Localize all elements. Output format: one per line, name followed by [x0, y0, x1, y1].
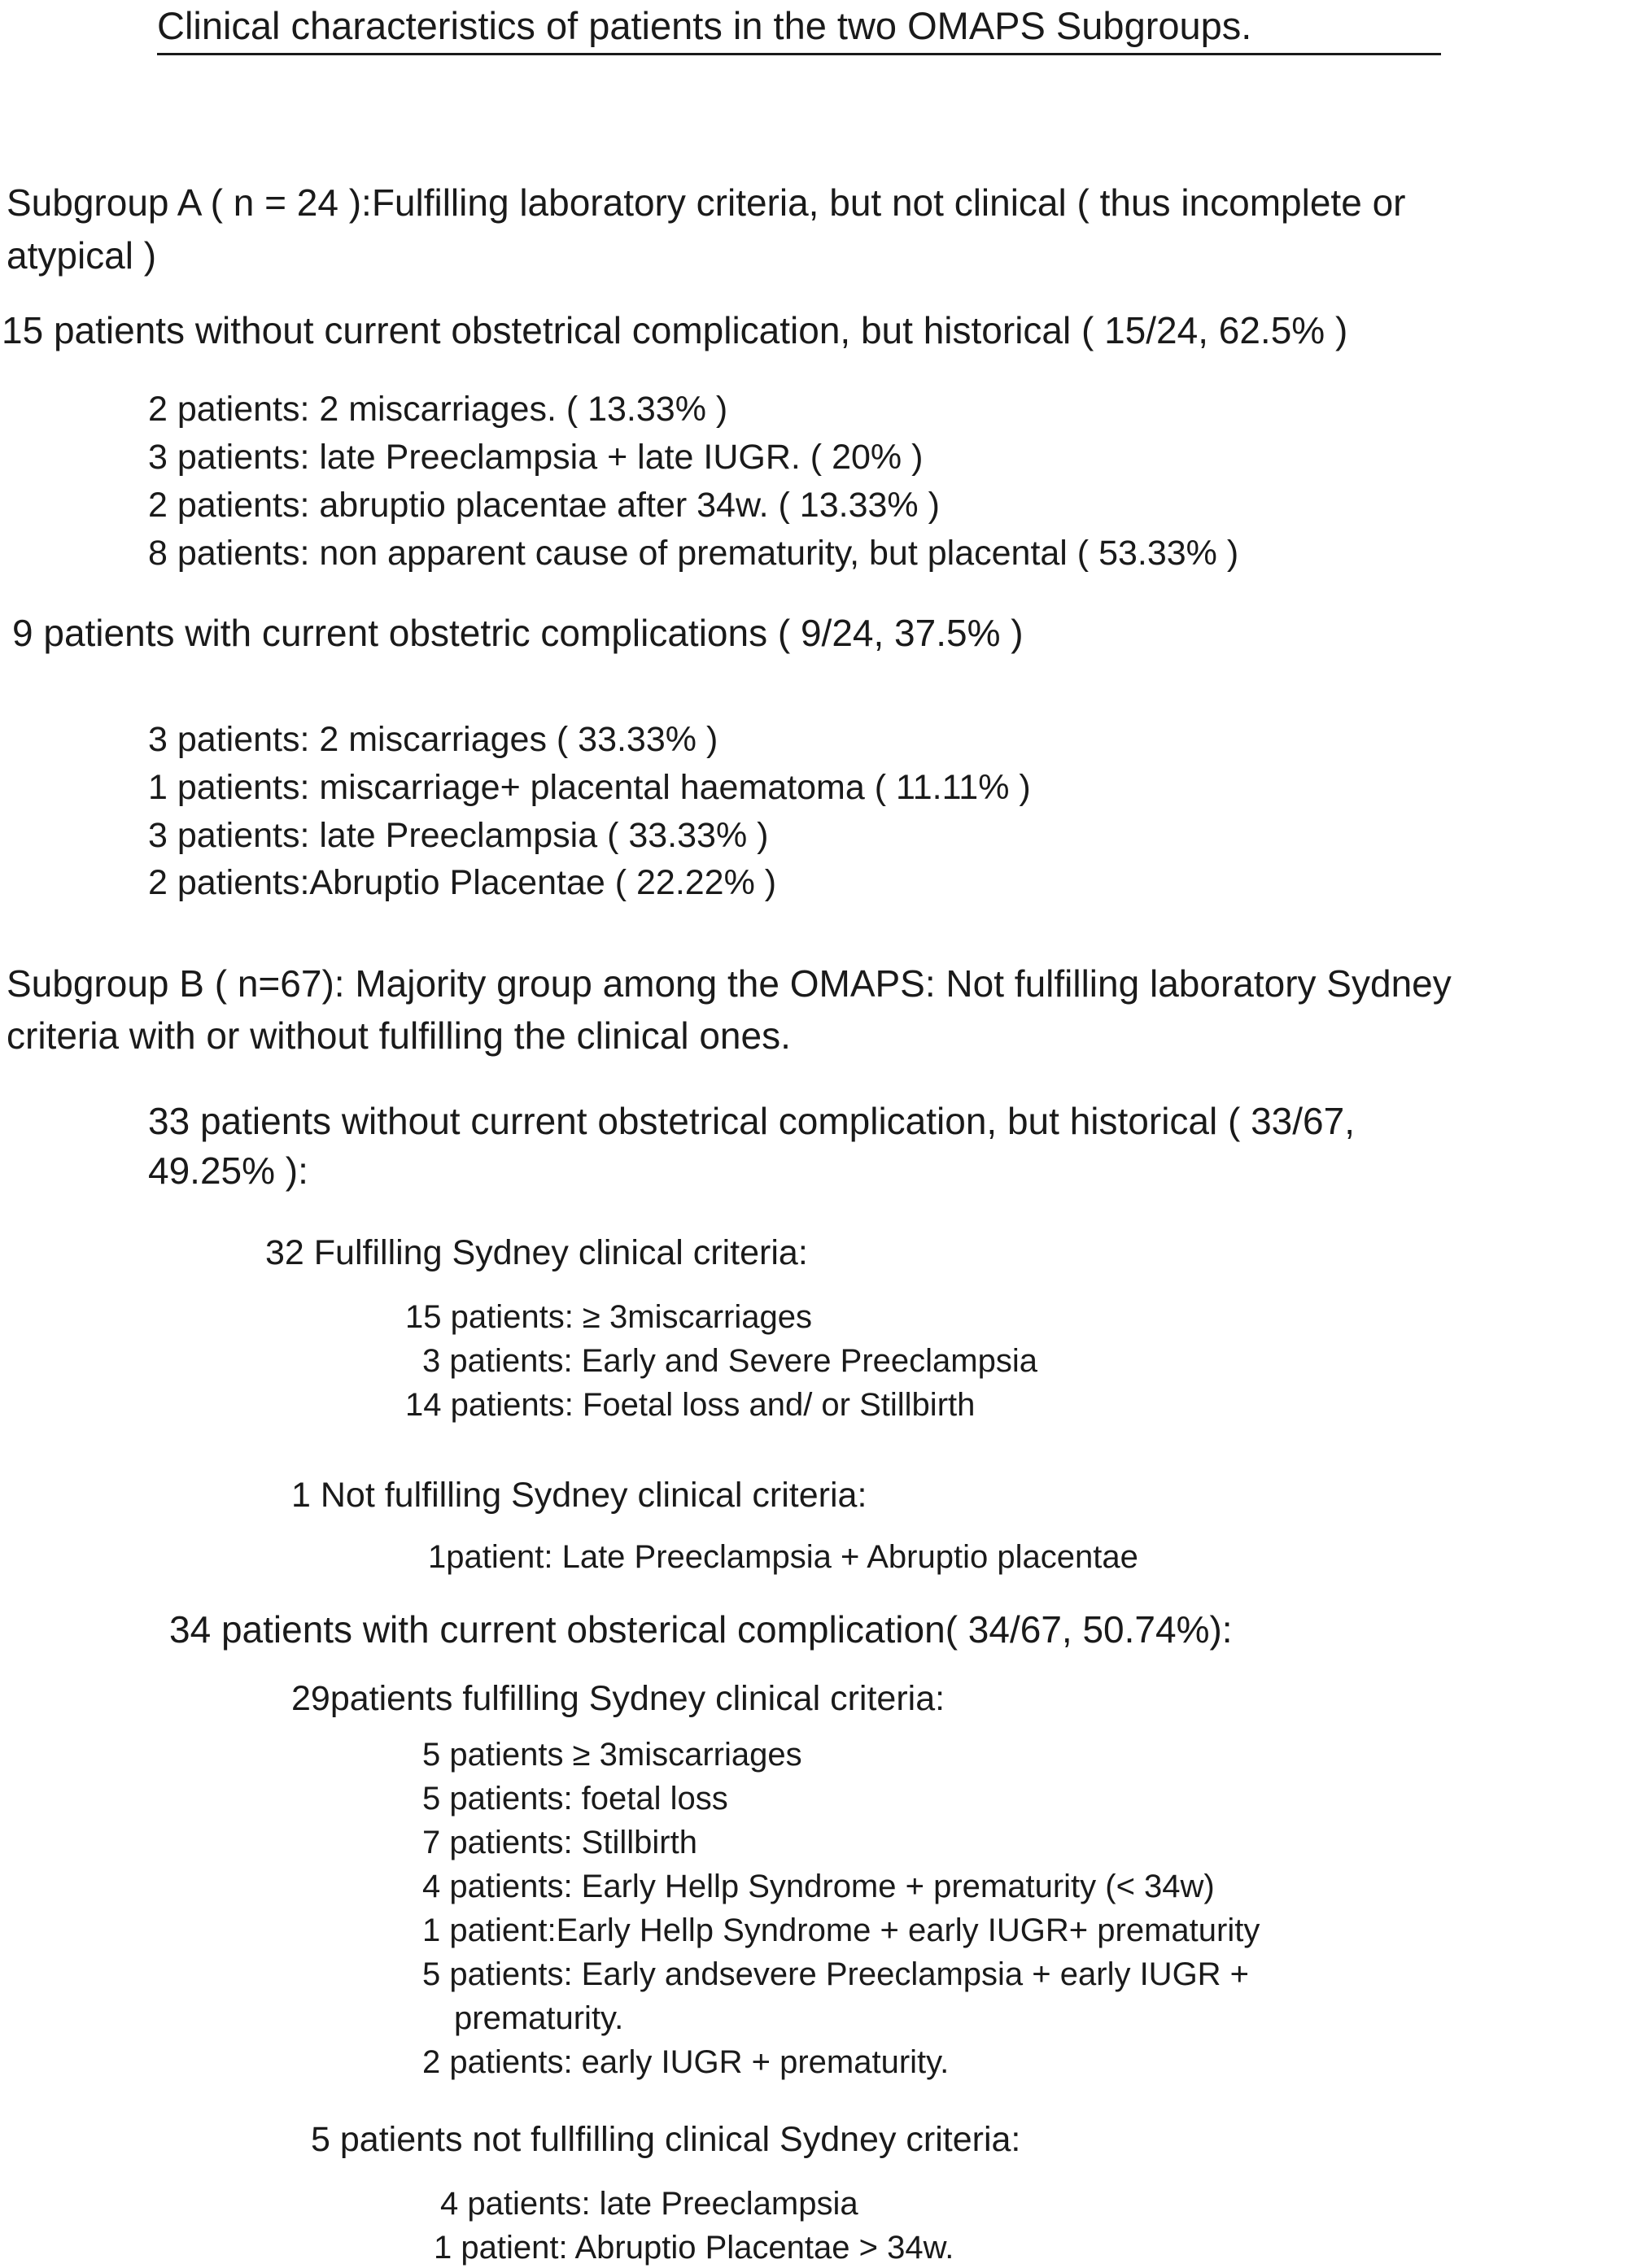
list-item: 3 patients: 2 miscarriages ( 33.33% ) — [148, 720, 718, 759]
subgroup-b-current-heading: 34 patients with current obsterical complication( 34/67, 50.74%): — [169, 1608, 1233, 1651]
list-item: 4 patients: late Preeclampsia — [440, 2186, 858, 2222]
list-item: 2 patients: early IUGR + prematurity. — [422, 2044, 950, 2080]
subgroup-b-current-fulfilling-heading: 29patients fulfilling Sydney clinical criteria: — [291, 1679, 945, 1718]
subgroup-b-historical-not-fulfilling-heading: 1 Not fulfilling Sydney clinical criteria: — [291, 1476, 867, 1515]
list-item: 8 patients: non apparent cause of prematurity, but placental ( 53.33% ) — [148, 534, 1239, 573]
subgroup-b-historical-heading-line2: 49.25% ): — [148, 1149, 308, 1192]
list-item: 7 patients: Stillbirth — [422, 1825, 697, 1860]
list-item-continuation: prematurity. — [454, 2000, 624, 2036]
list-item: 15 patients: ≥ 3miscarriages — [405, 1299, 812, 1335]
list-item: 3 patients: late Preeclampsia + late IUGR. ( 20% ) — [148, 438, 924, 477]
subgroup-b-historical-heading-line1: 33 patients without current obstetrical complication, but historical ( 33/67, — [148, 1100, 1355, 1142]
subgroup-a-current-heading: 9 patients with current obstetric complications ( 9/24, 37.5% ) — [12, 612, 1024, 654]
subgroup-b-heading-line1: Subgroup B ( n=67): Majority group among the OMAPS: Not fulfilling laboratory Sydney — [7, 962, 1452, 1005]
document-title: Clinical characteristics of patients in the two OMAPS Subgroups. — [157, 4, 1252, 47]
subgroup-b-heading-line2: criteria with or without fulfilling the clinical ones. — [7, 1014, 791, 1057]
list-item: 14 patients: Foetal loss and/ or Stillbirth — [405, 1387, 976, 1423]
subgroup-a-heading-line1: Subgroup A ( n = 24 ):Fulfilling laboratory criteria, but not clinical ( thus incomplete or — [7, 181, 1406, 224]
list-item: 1patient: Late Preeclampsia + Abruptio placentae — [428, 1539, 1138, 1575]
list-item: 5 patients ≥ 3miscarriages — [422, 1737, 802, 1773]
title-underline — [157, 53, 1441, 55]
list-item: 5 patients: Early andsevere Preeclampsia + early IUGR + — [422, 1956, 1250, 1992]
subgroup-a-heading-line2: atypical ) — [7, 234, 157, 277]
subgroup-b-historical-fulfilling-heading: 32 Fulfilling Sydney clinical criteria: — [265, 1233, 808, 1272]
subgroup-a-historical-heading: 15 patients without current obstetrical complication, but historical ( 15/24, 62.5% ) — [2, 309, 1348, 351]
list-item: 3 patients: Early and Severe Preeclampsia — [422, 1343, 1037, 1379]
list-item: 2 patients: abruptio placentae after 34w. ( 13.33% ) — [148, 486, 940, 525]
list-item: 4 patients: Early Hellp Syndrome + prematurity (< 34w) — [422, 1869, 1215, 1904]
list-item: 3 patients: late Preeclampsia ( 33.33% ) — [148, 816, 769, 855]
list-item: 1 patient:Early Hellp Syndrome + early IUGR+ prematurity — [422, 1913, 1260, 1948]
list-item: 5 patients: foetal loss — [422, 1781, 728, 1817]
list-item: 2 patients:Abruptio Placentae ( 22.22% ) — [148, 863, 777, 902]
list-item: 1 patients: miscarriage+ placental haematoma ( 11.11% ) — [148, 768, 1031, 807]
subgroup-b-current-not-fulfilling-heading: 5 patients not fullfilling clinical Sydney criteria: — [311, 2120, 1021, 2159]
list-item: 2 patients: 2 miscarriages. ( 13.33% ) — [148, 390, 728, 429]
list-item: 1 patient: Abruptio Placentae > 34w. — [434, 2230, 954, 2266]
